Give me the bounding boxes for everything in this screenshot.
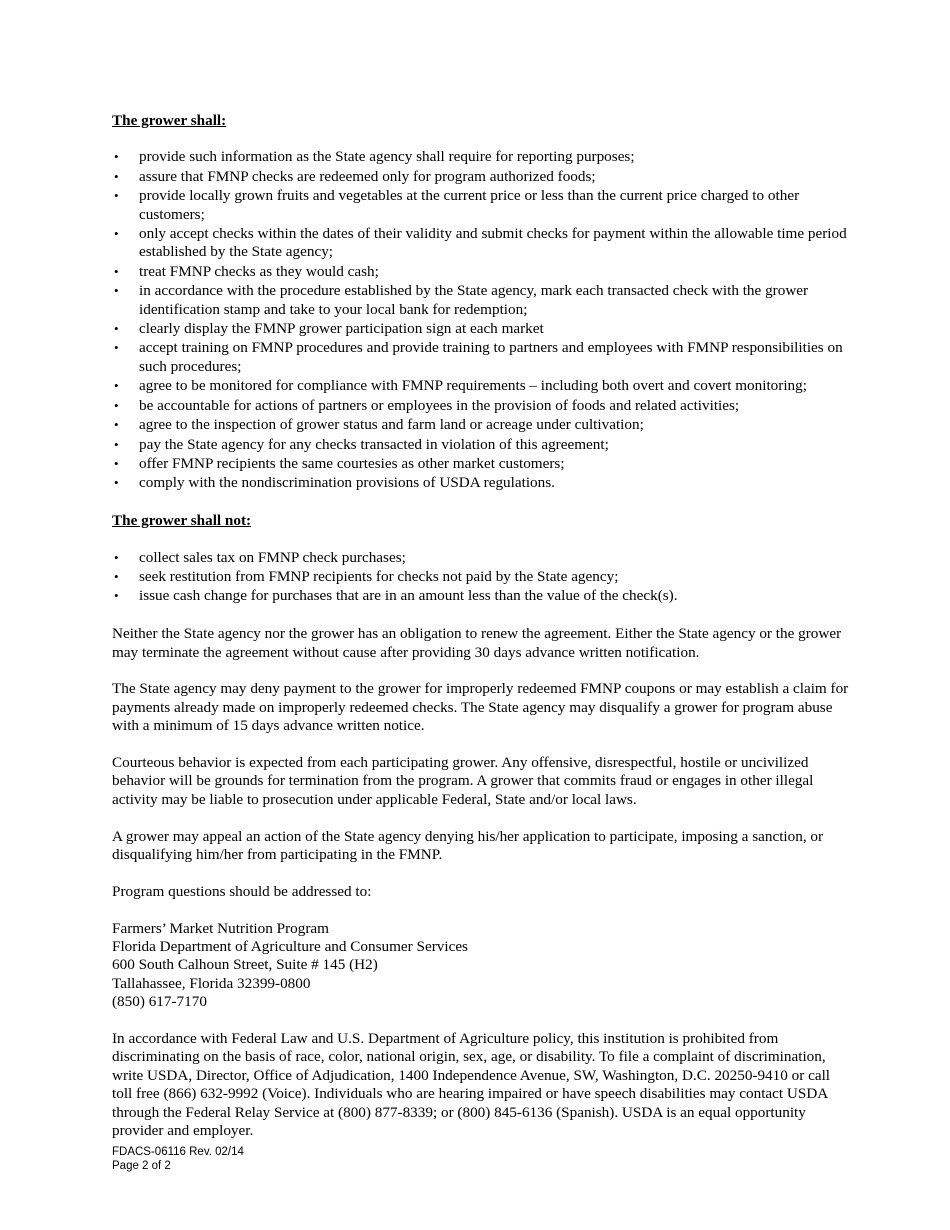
grower-shall-not-heading: The grower shall not: xyxy=(112,512,252,530)
document-page xyxy=(112,112,852,1140)
bullet-icon: • xyxy=(114,475,119,491)
questions-paragraph: Program questions should be addressed to: xyxy=(112,882,372,900)
list-item: • in accordance with the procedure established by the State agency, mark each transacted check with the grower identification stamp and take to your local bank for redemption; xyxy=(114,282,809,318)
grower-shall-heading: The grower shall: xyxy=(112,112,227,129)
renewal-paragraph: Neither the State agency nor the grower has an obligation to renew the agreement. Either the State agency or the grower may terminate the agreement without cause after providing 30 days advance written notification. xyxy=(112,625,842,661)
bullet-icon: • xyxy=(114,149,119,165)
bullet-icon: • xyxy=(114,436,119,452)
page-number: Page 2 of 2 xyxy=(112,1160,171,1172)
bullet-icon: • xyxy=(114,263,119,279)
address-line: Tallahassee, Florida 32399-0800 xyxy=(112,974,311,992)
grower-shall-list xyxy=(112,148,852,492)
bullet-icon: • xyxy=(114,455,119,471)
page-footer xyxy=(112,1145,244,1173)
bullet-icon: • xyxy=(114,417,119,433)
bullet-icon: • xyxy=(114,188,119,204)
list-item: • issue cash change for purchases that are in an amount less than the value of the check(s). xyxy=(114,587,678,605)
list-item: • pay the State agency for any checks transacted in violation of this agreement; xyxy=(114,435,609,453)
behavior-paragraph: Courteous behavior is expected from each participating grower. Any offensive, disrespectful, hostile or uncivilized behavior will be grounds for termination from the program. A grower that commits fraud or engages in other illegal activity may be liable to prosecution under applicable Federal, State and/or local laws. xyxy=(112,753,814,808)
bullet-icon: • xyxy=(114,226,119,242)
appeal-paragraph: A grower may appeal an action of the State agency denying his/her application to participate, imposing a sanction, or disqualifying him/her from participating in the FMNP. xyxy=(112,827,824,863)
list-item: • assure that FMNP checks are redeemed only for program authorized foods; xyxy=(114,167,596,185)
grower-shall-not-list xyxy=(112,549,852,606)
list-item: • clearly display the FMNP grower participation sign at each market xyxy=(114,320,544,338)
phone-number: (850) 617-7170 xyxy=(112,993,207,1011)
form-number: FDACS-06116 Rev. 02/14 xyxy=(112,1146,244,1158)
nondiscrimination-statement: In accordance with Federal Law and U.S. Department of Agriculture policy, this institution is prohibited from discriminating on the basis of race, color, national origin, sex, age, or disability. To file a complaint of discrimination, write USDA, Director, Office of Adjudication, 1400 Independence Avenue, SW, Washington, D.C. 20250-9410 or call toll free (866) 632-9992 (Voice). Individuals who are hearing impaired or have speech disabilities may contact USDA through the Federal Relay Service at (800) 877-8339; or (800) 845-6136 (Spanish). USDA is an equal opportunity provider and employer. xyxy=(112,1029,831,1139)
list-item: • treat FMNP checks as they would cash; xyxy=(114,262,379,280)
address-line: Farmers’ Market Nutrition Program xyxy=(112,919,329,937)
bullet-icon: • xyxy=(114,168,119,184)
bullet-icon: • xyxy=(114,283,119,299)
list-item: • offer FMNP recipients the same courtesies as other market customers; xyxy=(114,454,565,472)
address-line: Florida Department of Agriculture and Consumer Services xyxy=(112,937,468,955)
list-item: • be accountable for actions of partners or employees in the provision of foods and related activities; xyxy=(114,396,740,414)
bullet-icon: • xyxy=(114,321,119,337)
list-item: • comply with the nondiscrimination provisions of USDA regulations. xyxy=(114,474,555,492)
address-line: 600 South Calhoun Street, Suite # 145 (H2) xyxy=(112,956,378,974)
list-item: • accept training on FMNP procedures and provide training to partners and employees with FMNP responsibilities on such procedures; xyxy=(114,339,843,375)
list-item: • only accept checks within the dates of their validity and submit checks for payment within the allowable time period established by the State agency; xyxy=(114,225,847,261)
list-item: • collect sales tax on FMNP check purchases; xyxy=(114,548,406,566)
contact-address xyxy=(112,920,852,1012)
list-item: • agree to be monitored for compliance with FMNP requirements – including both overt and covert monitoring; xyxy=(114,377,807,395)
bullet-icon: • xyxy=(114,397,119,413)
list-item: • provide such information as the State agency shall require for reporting purposes; xyxy=(114,148,635,166)
list-item: • seek restitution from FMNP recipients for checks not paid by the State agency; xyxy=(114,567,619,585)
bullet-icon: • xyxy=(114,568,119,584)
list-item: • provide locally grown fruits and vegetables at the current price or less than the current price charged to other customers; xyxy=(114,187,800,223)
bullet-icon: • xyxy=(114,378,119,394)
bullet-icon: • xyxy=(114,588,119,604)
payment-paragraph: The State agency may deny payment to the grower for improperly redeemed FMNP coupons or may establish a claim for payments already made on improperly redeemed checks. The State agency may disqualify a grower for program abuse with a minimum of 15 days advance written notice. xyxy=(112,680,849,735)
bullet-icon: • xyxy=(114,549,119,565)
list-item: • agree to the inspection of grower status and farm land or acreage under cultivation; xyxy=(114,416,644,434)
bullet-icon: • xyxy=(114,340,119,356)
